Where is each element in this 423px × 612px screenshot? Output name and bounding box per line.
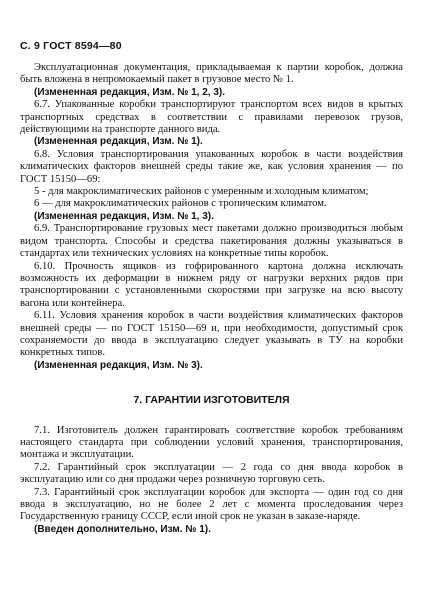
paragraph-packaging-docs: Эксплуатационная документация, прикладываемая к партии коробок, должна быть вложена в непромокаемый пакет в грузовое место № 1. [20,62,403,86]
revision-note: (Введен дополнительно, Изм. № 1). [34,523,211,535]
paragraph-7-1: 7.1. Изготовитель должен гарантировать соответствие коробок требованиям настоящего стандарта при соблюдении условий хранения, транспортирования, монтажа и эксплуатации. [20,424,403,461]
paragraph-7-2: 7.2. Гарантийный срок эксплуатации — 2 года со дня ввода коробок в эксплуатацию или со дня продажи через розничную торговую сеть. [20,461,403,486]
document-body [20,62,403,536]
section-7 [20,425,403,537]
page-header: С. 9 ГОСТ 8594—80 [20,40,122,52]
paragraph-6-10: 6.10. Прочность ящиков из гофрированного картона должна исключать возможность их деформации в нижнем ряду от нагрузки верхних рядов при транспортировании с установленными скоростями при загрузке на всю высоту вагона или контейнера. [20,260,403,309]
revision-note: (Измененная редакция, Изм. № 3). [34,359,203,371]
paragraph-6-8-item-5: 5 - для макроклиматических районов с умеренным и холодным климатом; [34,186,369,198]
paragraph-6-9: 6.9. Транспортирование грузовых мест пакетами должно производиться любым видом транспорта. Способы и средства пакетирования должны указываться в стандартах или технических условиях на конкретные типы коробок. [20,223,403,260]
paragraph-6-11: 6.11. Условия хранения коробок в части воздействия климатических факторов внешней среды — по ГОСТ 15150—69 и, при необходимости, допустимый срок сохраняемости до ввода в эксплуатацию следует указывать в ТУ на коробки конкретных типов. [20,310,403,359]
revision-note: (Измененная редакция, Изм. № 1). [34,136,203,148]
paragraph-6-8: 6.8. Условия транспортирования упакованных коробок в части воздействия климатических факторов внешней среды такие же, как условия хранения — по ГОСТ 15150—69: [20,148,403,185]
revision-note: (Измененная редакция, Изм. № 1, 2, 3). [34,86,226,98]
paragraph-6-7: 6.7. Упакованные коробки транспортируют транспортом всех видов в крытых транспортных средствах в соответствии с правилами перевозок грузов, действующими на транспорте данного вида. [20,99,403,136]
section-7-title: 7. ГАРАНТИИ ИЗГОТОВИТЕЛЯ [133,394,290,407]
revision-note: (Измененная редакция, Изм. № 1, 3). [34,210,214,222]
paragraph-6-8-item-6: 6 — для макроклиматических районов с тропическим климатом. [34,198,327,210]
paragraph-7-3: 7.3. Гарантийный срок эксплуатации коробок для экспорта — один год со дня ввода в эксплуатацию, но не более 2 лет с момента проследования через Государственную границу СССР, если иной срок не указан в заказе-наряде. [20,486,403,523]
section-6-continuation [20,62,403,372]
